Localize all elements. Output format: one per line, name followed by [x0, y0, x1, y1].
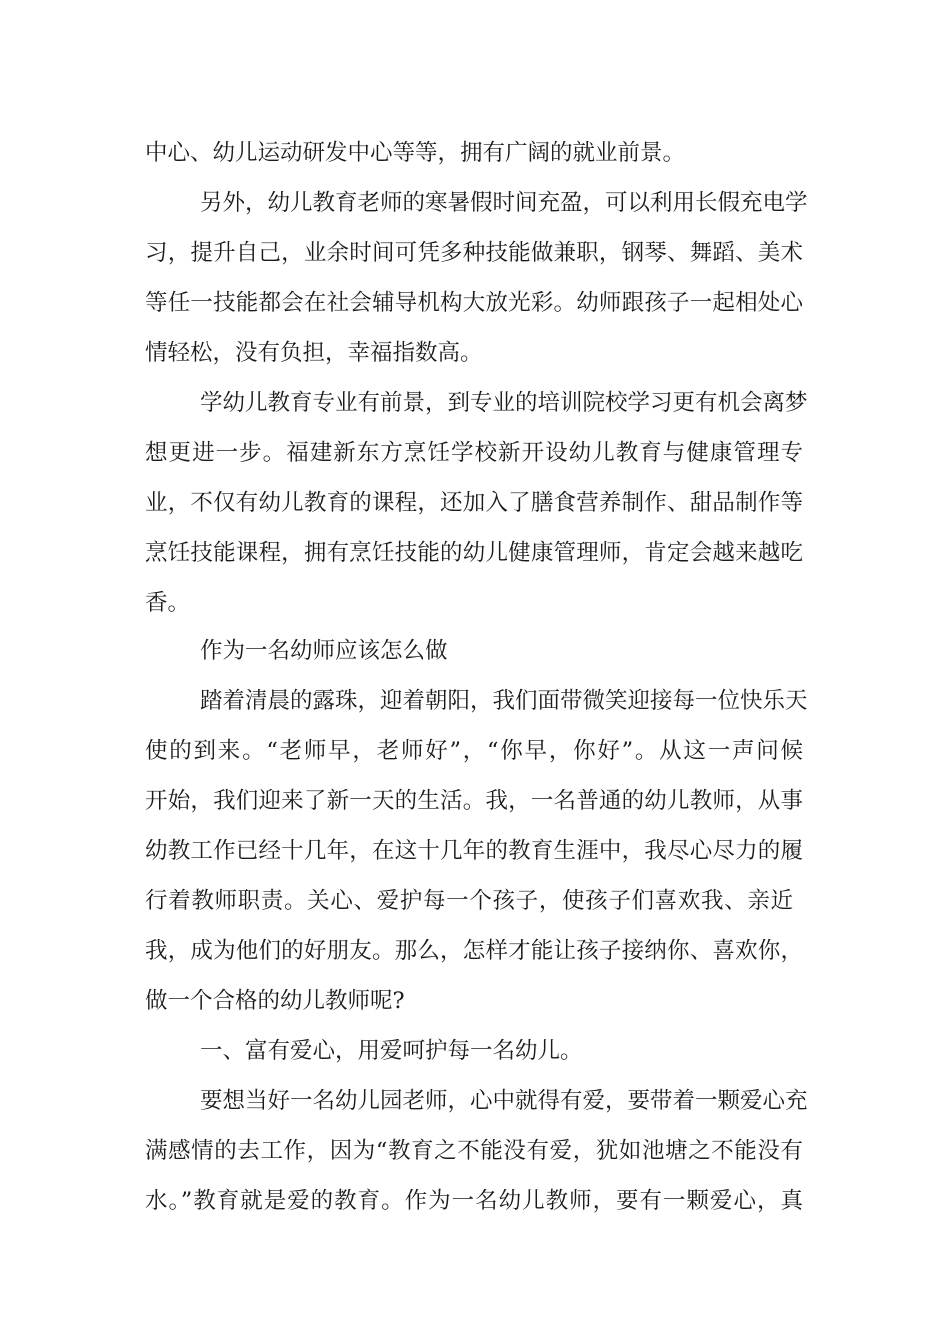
paragraph-line: 行着教师职责。关心、爱护每一个孩子，使孩子们喜欢我、亲近	[145, 888, 793, 914]
paragraph-line: 满感情的去工作，因为“教育之不能没有爱，犹如池塘之不能没有	[145, 1138, 803, 1164]
paragraph-line: 做一个合格的幼儿教师呢?	[145, 988, 405, 1014]
paragraph-line: 烹饪技能课程，拥有烹饪技能的幼儿健康管理师，肯定会越来越吃	[145, 540, 803, 566]
paragraph-line: 踏着清晨的露珠，迎着朝阳，我们面带微笑迎接每一位快乐天	[200, 688, 808, 714]
section-heading: 作为一名幼师应该怎么做	[200, 638, 448, 664]
paragraph-line: 另外，幼儿教育老师的寒暑假时间充盈，可以利用长假充电学	[200, 190, 808, 216]
paragraph-line: 水。”教育就是爱的教育。作为一名幼儿教师，要有一颗爱心，真	[145, 1188, 803, 1214]
paragraph-line: 开始，我们迎来了新一天的生活。我，一名普通的幼儿教师，从事	[145, 788, 803, 814]
paragraph-line: 幼教工作已经十几年，在这十几年的教育生涯中，我尽心尽力的履	[145, 838, 803, 864]
text-line: 中心、幼儿运动研发中心等等，拥有广阔的就业前景。	[145, 140, 686, 166]
paragraph-line: 业，不仅有幼儿教育的课程，还加入了膳食营养制作、甜品制作等	[145, 490, 803, 516]
paragraph-line: 要想当好一名幼儿园老师，心中就得有爱，要带着一颗爱心充	[200, 1088, 808, 1114]
paragraph-line: 等任一技能都会在社会辅导机构大放光彩。幼师跟孩子一起相处心	[145, 290, 803, 316]
paragraph-line: 习，提升自己，业余时间可凭多种技能做兼职，钢琴、舞蹈、美术	[145, 240, 803, 266]
paragraph-line: 香。	[145, 590, 191, 616]
paragraph-line: 我，成为他们的好朋友。那么，怎样才能让孩子接纳你、喜欢你，	[145, 938, 803, 964]
paragraph-line: 使的到来。“老师早，老师好”，“你早，你好”。从这一声问候	[145, 738, 803, 764]
section-heading: 一、富有爱心，用爱呵护每一名幼儿。	[200, 1038, 583, 1064]
paragraph-line: 情轻松，没有负担，幸福指数高。	[145, 340, 483, 366]
paragraph-line: 学幼儿教育专业有前景，到专业的培训院校学习更有机会离梦	[200, 390, 808, 416]
paragraph-line: 想更进一步。福建新东方烹饪学校新开设幼儿教育与健康管理专	[145, 440, 803, 466]
